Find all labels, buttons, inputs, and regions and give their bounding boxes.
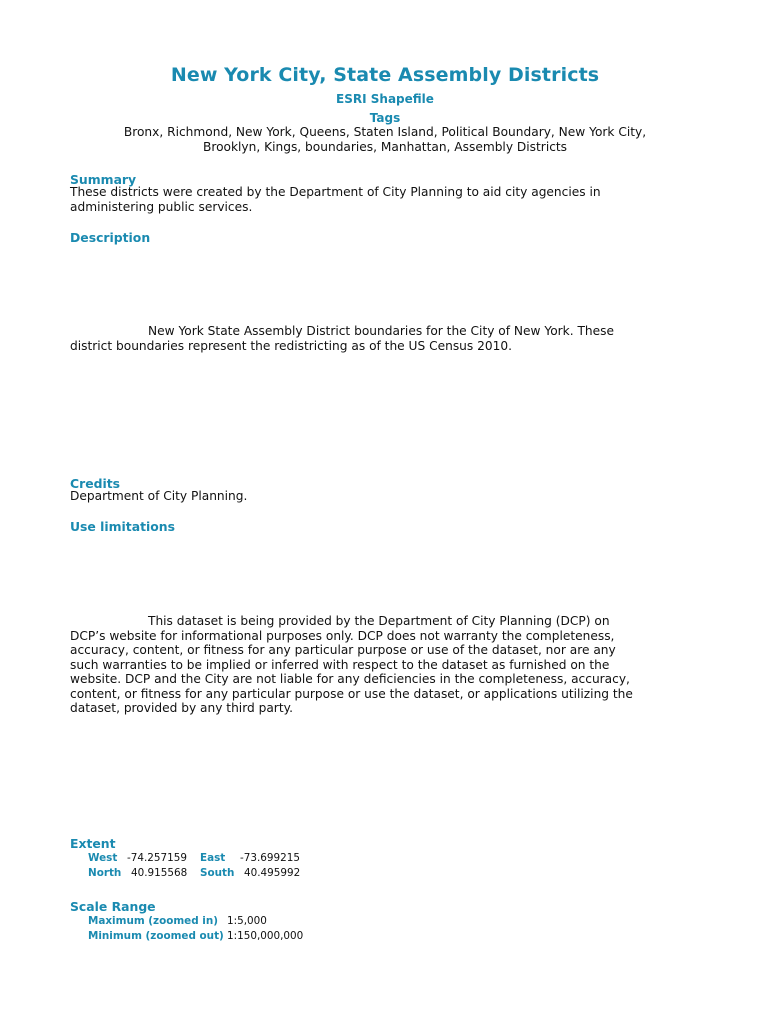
description-line-1-text: New York State Assembly District boundaries for the City of New York. These [148, 324, 615, 338]
extent-east-label: East [200, 852, 226, 864]
use-limitations-line-1 [70, 614, 670, 629]
extent-north-label: North [88, 867, 122, 879]
scale-max-label: Maximum (zoomed in) [88, 915, 218, 927]
extent-west-label: West [88, 852, 118, 864]
summary-line-2: administering public services. [70, 199, 253, 214]
extent-west-value: -74.257159 [127, 852, 187, 864]
credits-text: Department of City Planning. [70, 489, 248, 503]
use-limitations-line-4: such warranties to be implied or inferred with respect to the dataset as furnished on the [70, 657, 610, 672]
use-limitations-line-1-text: This dataset is being provided by the Department of City Planning (DCP) on [148, 614, 610, 628]
page-title: New York City, State Assembly Districts [170, 64, 600, 86]
use-limitations-line-6: content, or fitness for any particular purpose or use the dataset, or applications utilizing the [70, 686, 633, 701]
tags-heading: Tags [369, 111, 401, 125]
description-heading: Description [70, 230, 151, 245]
description-line-1 [70, 324, 670, 339]
use-limitations-line-3: accuracy, content, or fitness for any particular purpose or use of the dataset, nor are any [70, 643, 616, 657]
extent-south-label: South [200, 867, 235, 879]
use-limitations-line-2: DCP’s website for informational purposes only. DCP does not warranty the completeness, [70, 628, 615, 643]
format-label: ESRI Shapefile [336, 92, 434, 106]
use-limitations-heading: Use limitations [70, 519, 175, 534]
use-limitations-line-5: website. DCP and the City are not liable for any deficiencies in the completeness, accuracy, [70, 672, 630, 686]
summary-heading: Summary [70, 172, 137, 187]
summary-line-1: These districts were created by the Department of City Planning to aid city agencies in [70, 185, 601, 199]
extent-south-value: 40.495992 [244, 867, 301, 879]
scale-max-value: 1:5,000 [227, 915, 267, 927]
extent-east-value: -73.699215 [240, 852, 300, 864]
scale-range-heading: Scale Range [70, 899, 156, 914]
extent-north-value: 40.915568 [131, 867, 188, 879]
scale-min-label: Minimum (zoomed out) [88, 930, 224, 942]
tags-line-1: Bronx, Richmond, New York, Queens, Staten Island, Political Boundary, New York City, [123, 125, 647, 139]
tags-line-2: Brooklyn, Kings, boundaries, Manhattan, Assembly Districts [202, 139, 568, 154]
scale-min-value: 1:150,000,000 [227, 930, 304, 942]
description-line-2: district boundaries represent the redistricting as of the US Census 2010. [70, 338, 513, 353]
extent-heading: Extent [70, 836, 116, 851]
use-limitations-line-7: dataset, provided by any third party. [70, 701, 293, 715]
credits-heading: Credits [70, 476, 121, 491]
